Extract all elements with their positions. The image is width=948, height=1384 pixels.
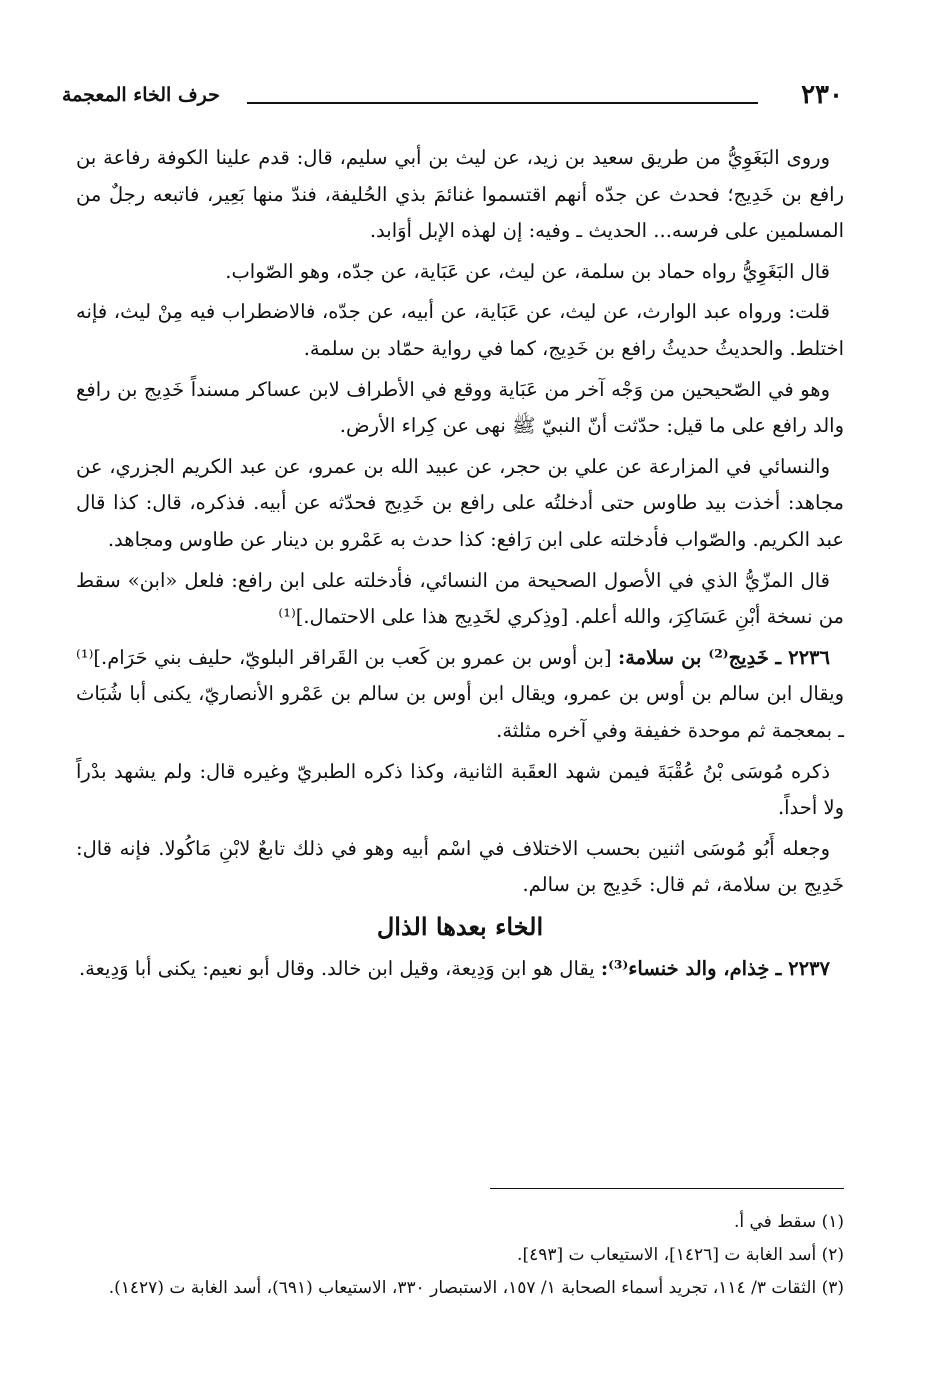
paragraph: وجعله أَبُو مُوسَى اثنين بحسب الاختلاف في اسْم أبيه وهو في ذلك تابعٌ لابْنِ مَاكُولا. فإنه قال: خَدِيج بن سلامة، ثم قال: خَدِيج بن سالم. — [76, 836, 844, 897]
entry-number: ٢٢٣٧ ـ — [775, 956, 830, 980]
main-text — [76, 140, 844, 991]
paragraph: ذكره مُوسَى بْنُ عُقْبَةَ فيمن شهد العقَبة الثانية، وكذا ذكره الطبريّ وغيره قال: ولم يشهد بدْراً ولا أحداً. — [76, 759, 844, 820]
section-heading: الخاء بعدها الذال — [376, 911, 544, 941]
footnote-rule — [490, 1188, 844, 1189]
paragraph: وهو في الصّحيحين من وَجْه آخر من عَبَاية ووقع في الأطراف لابن عساكر مسنداً خَدِيج بن رافع والد رافع على ما قيل: حدّثت أنّ النبيّ ﷺ نهى عن كِراء الأرض. — [76, 377, 844, 438]
entry-name: خِذام، والد خنساء⁽³⁾: — [600, 956, 770, 980]
footnotes — [72, 1206, 844, 1305]
paragraph: وروى البَغَوِيُّ من طريق سعيد بن زيد، عن ليث بن أبي سليم، قال: قدم علينا الكوفة رفاعة بن رافع بن خَدِيج؛ فحدث عن جدّه أنهم اقتسموا غنائمَ بذي الحُليفة، فندّ منها بَعِير، فاتبعه رجلٌ من المسلمين على فرسه... الحديث ـ وفيه: إن لهذه الإبل أوَابد. — [76, 146, 844, 243]
entry-text: يقال هو ابن وَدِيعة، وقيل ابن خالد. وقال أبو نعيم: يكنى أبا وَدِيعة. — [78, 956, 595, 980]
footnote: (٢) أسد الغابة ت [١٤٢٦]، الاستيعاب ت [٤٩٣]. — [517, 1245, 844, 1265]
paragraph: قال البَغَوِيُّ رواه حماد بن سلمة، عن ليث، عن عَبَاية، عن جدّه، وهو الصّواب. — [225, 259, 830, 283]
header-rule — [247, 102, 758, 104]
paragraph: والنسائي في المزارعة عن علي بن حجر، عن عبيد الله بن عمرو، عن عبد الكريم الجزري، عن مجاهد: أخذت بيد طاوس حتى أدخلتُه على رافع بن خَدِيج فحدّثه عن أبيه. فذكره، قال: كذا قال عبد الكريم. والصّواب فأدخلته على ابن رَافع: كذا حدث به عَمْرو بن دينار عن طاوس ومجاهد. — [76, 454, 844, 551]
page-number: ٢٣٠ — [801, 80, 843, 110]
running-title: حرف الخاء المعجمة — [62, 84, 220, 106]
footnote: (٣) الثقات ٣/ ١١٤، تجريد أسماء الصحابة ١/ ١٥٧، الاستبصار ٣٣٠، الاستيعاب (٦٩١)، أسد الغابة ت (١٤٢٧). — [108, 1278, 844, 1298]
paragraph: قال المزّيُّ الذي في الأصول الصحيحة من النسائي، فأدخلته على ابن رافع: فلعل «ابن» سقط من نسخة أبْنِ عَسَاكِرَ، والله أعلم. [وذِكري لخَدِيج هذا على الاحتمال.]⁽¹⁾ — [76, 568, 844, 629]
footnote: (١) سقط في أ. — [733, 1212, 844, 1232]
entry-text: [بن أوس بن عمرو بن كَعب بن القَراقر البلويّ، حليف بني حَرَام.]⁽¹⁾ ويقال ابن سالم بن أوس بن عمرو، ويقال ابن أوس بن سالم بن عَمْرو الأنصاريّ، يكنى أبا شُبَاث ـ بمعجمة ثم موحدة خفيفة وفي آخره مثلثة. — [76, 645, 844, 742]
paragraph: قلت: ورواه عبد الوارث، عن ليث، عن عَبَاية، عن أبيه، عن جدّه، فالاضطراب فيه مِنْ ليث، فإنه اختلط. والحديثُ حديثُ رافع بن خَدِيج، كما في رواية حمّاد بن سلمة. — [76, 300, 844, 360]
entry-2236 — [76, 640, 844, 750]
page-header — [62, 80, 843, 116]
entry-2237 — [76, 951, 844, 988]
entry-number: ٢٢٣٦ ـ — [775, 645, 831, 669]
entry-name: خَدِيج⁽²⁾ بن سلامة: — [618, 645, 769, 669]
